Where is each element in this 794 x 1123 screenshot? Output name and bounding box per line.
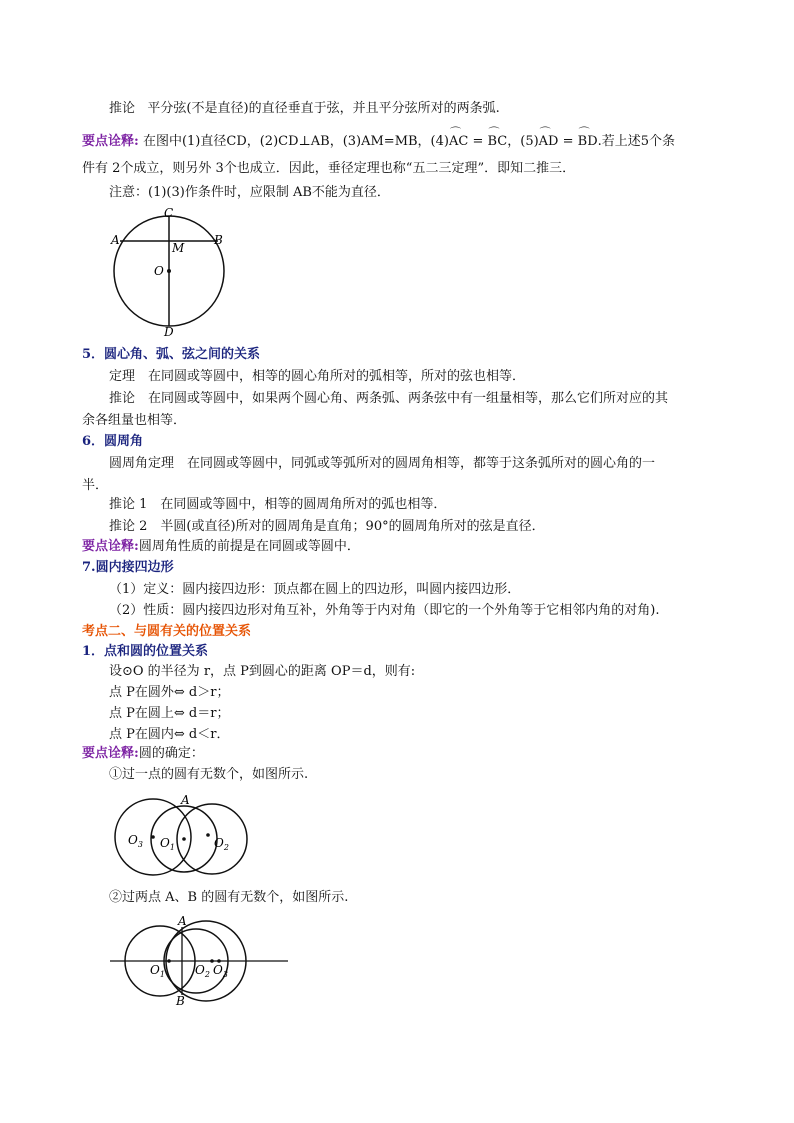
center-o1: [167, 959, 171, 963]
arc-bc: ⌒ BC: [488, 133, 508, 151]
note-text: 注意：(1)(3)作条件时，应限制 AB不能为直径．: [109, 185, 390, 200]
position-outside: 点 P在圆外⇔ d＞r；: [109, 685, 230, 700]
section-6-theorem: 圆周角定理 在同圆或等圆中，同弧或等弧所对的圆周角相等，都等于这条弧所对的圆心角的一: [109, 456, 656, 471]
arc-bd: ⌒ BD: [578, 133, 598, 151]
key-point-explanation-3: [82, 745, 204, 763]
position-on: 点 P在圆上⇔ d＝r；: [109, 706, 230, 721]
center-o3: [151, 835, 155, 839]
section-5-corollary: 推论 在同圆或等圆中，如果两个圆心角、两条弧、两条弦中有一组量相等，那么它们所对应的其: [109, 391, 669, 406]
position-inside: 点 P在圆内⇔ d＜r．: [109, 727, 230, 742]
circle-determination-2: ②过两点 A、B 的圆有无数个，如图所示.: [109, 890, 349, 905]
label-a: A: [111, 233, 120, 247]
label-o: O: [154, 264, 164, 278]
key-point-text-3: .若上述5个条: [597, 134, 676, 149]
section-7-title: 7.圆内接四边形: [82, 560, 174, 575]
point-circle-position-title: 1．点和圆的位置关系: [82, 644, 209, 659]
key-point-line-2: 件有 2个成立，则另外 3个也成立．因此，垂径定理也称“五二三定理”．即知二推三．: [82, 161, 576, 176]
equals-sign: =: [468, 134, 488, 149]
section-5-title: 5．圆心角、弧、弦之间的关系: [82, 347, 261, 362]
position-intro: 设⊙O 的半径为 r，点 P到圆心的距离 OP＝d，则有:: [109, 664, 416, 679]
equals-sign-2: =: [558, 134, 578, 149]
corollary-lead: 推论: [109, 101, 136, 116]
label-o1: $O_1$: [150, 963, 165, 979]
circle-determination-1: ①过一点的圆有无数个，如图所示.: [109, 767, 309, 782]
circle-o2: [177, 804, 247, 874]
section-6-corollary-2: 推论 2 半圆(或直径)所对的圆周角是直角；90°的圆周角所对的弦是直径．: [109, 519, 545, 534]
section-7-property: （2）性质：圆内接四边形对角互补，外角等于内对角（即它的一个外角等于它相邻内角的对角).: [109, 603, 660, 618]
arc-ad: ⌒ AD: [539, 133, 559, 151]
section-5-corollary-cont: 余各组量也相等．: [82, 413, 187, 428]
key-point-text: 圆周角性质的前提是在同圆或等圆中．: [138, 539, 360, 554]
label-c: C: [164, 206, 174, 220]
section-6-corollary-1: 推论 1 在同圆或等圆中，相等的圆周角所对的弧也相等．: [109, 497, 447, 512]
section-5-theorem: 定理 在同圆或等圆中，相等的圆心角所对的弧相等，所对的弦也相等．: [109, 369, 526, 384]
key-point-text: 圆的确定：: [138, 746, 204, 761]
label-o1: $O_1$: [160, 836, 175, 852]
label-b: B: [176, 994, 185, 1008]
key-point-label: 要点诠释:: [82, 134, 139, 149]
label-o2: $O_2$: [195, 963, 210, 979]
section-7-definition: （1）定义：圆内接四边形：顶点都在圆上的四边形，叫圆内接四边形．: [109, 582, 521, 597]
label-o2: $O_2$: [214, 836, 229, 852]
label-o3: $O_3$: [213, 963, 228, 979]
section-6-theorem-cont: 半．: [82, 478, 109, 493]
key-point-label: 要点诠释:: [82, 539, 139, 554]
label-b: B: [214, 233, 223, 247]
label-m: M: [172, 241, 185, 255]
key-point-label: 要点诠释:: [82, 746, 139, 761]
topic-2-title: 考点二、与圆有关的位置关系: [82, 624, 252, 639]
key-point-text: 在图中(1)直径CD，(2)CD⊥AB，(3)AM=MB，(4): [142, 134, 449, 149]
circles-through-one-point-figure: [104, 790, 274, 880]
corollary-text: 平分弦(不是直径)的直径垂直于弦，并且平分弦所对的两条弧.: [147, 101, 500, 116]
center-o2: [206, 833, 210, 837]
label-a: A: [181, 793, 190, 807]
label-o3: $O_3$: [128, 833, 143, 849]
label-a: A: [178, 914, 187, 928]
key-point-explanation-1: [82, 133, 675, 151]
section-6-title: 6．圆周角: [82, 434, 144, 449]
corollary-perpendicular-diameter: [109, 100, 500, 118]
circle-chord-diameter-figure: [100, 205, 240, 340]
arc-ac: ⌒ AC: [449, 133, 468, 151]
center-o1: [182, 837, 186, 841]
circles-through-two-points-figure: [106, 910, 296, 1008]
center-point: [167, 269, 171, 273]
key-point-explanation-2: [82, 538, 360, 556]
key-point-text-2: ，(5): [507, 134, 539, 149]
label-d: D: [164, 325, 174, 339]
